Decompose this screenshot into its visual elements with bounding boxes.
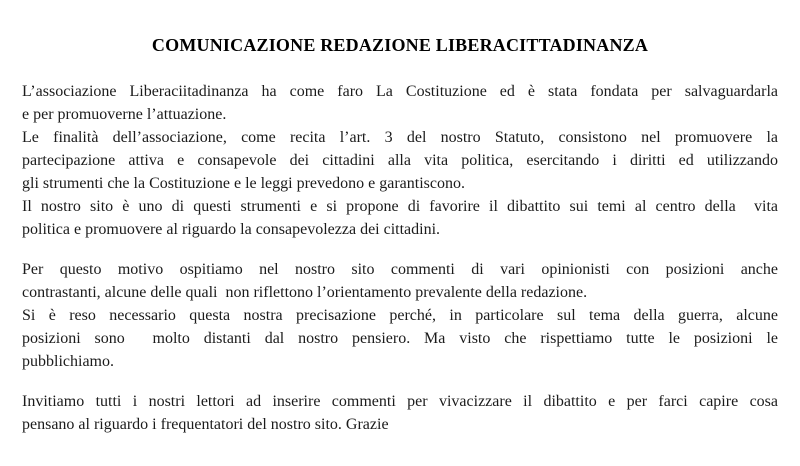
text-line: pensano al riguardo i frequentatori del nostro sito. Grazie xyxy=(22,416,389,433)
paragraph-block-3 xyxy=(22,390,778,436)
text-line: gli strumenti che la Costituzione e le leggi prevedono e garantiscono. xyxy=(22,175,465,192)
text-line: Il nostro sito è uno di questi strumenti e si propone di favorire il dibattito sui temi al centro della vita xyxy=(22,198,778,215)
text-line: L’associazione Liberaciitadinanza ha come faro La Costituzione ed è stata fondata per salvaguardarla xyxy=(22,83,778,100)
document-title: COMUNICAZIONE REDAZIONE LIBERACITTADINANZA xyxy=(151,35,649,55)
text-line: contrastanti, alcune delle quali non riflettono l’orientamento prevalente della redazione. xyxy=(22,284,588,301)
paragraph-block-2 xyxy=(22,258,778,373)
text-line: Si è reso necessario questa nostra precisazione perché, in particolare sul tema della guerra, alcune xyxy=(22,307,778,324)
text-line: politica e promuovere al riguardo la consapevolezza dei cittadini. xyxy=(22,221,441,238)
text-line: Invitiamo tutti i nostri lettori ad inserire commenti per vivacizzare il dibattito e per farci capire cosa xyxy=(22,393,778,410)
paragraph-block-1 xyxy=(22,80,778,241)
text-line: Per questo motivo ospitiamo nel nostro sito commenti di vari opinionisti con posizioni anche xyxy=(22,261,778,278)
text-line: pubblichiamo. xyxy=(22,353,114,370)
text-line: posizioni sono molto distanti dal nostro pensiero. Ma visto che rispettiamo tutte le posizioni le xyxy=(22,330,778,347)
document-body xyxy=(22,80,778,436)
text-line: e per promuoverne l’attuazione. xyxy=(22,106,227,123)
text-line: partecipazione attiva e consapevole dei cittadini alla vita politica, esercitando i diritti ed utilizzando xyxy=(22,152,778,169)
text-line: Le finalità dell’associazione, come recita l’art. 3 del nostro Statuto, consistono nel promuovere la xyxy=(22,129,778,146)
